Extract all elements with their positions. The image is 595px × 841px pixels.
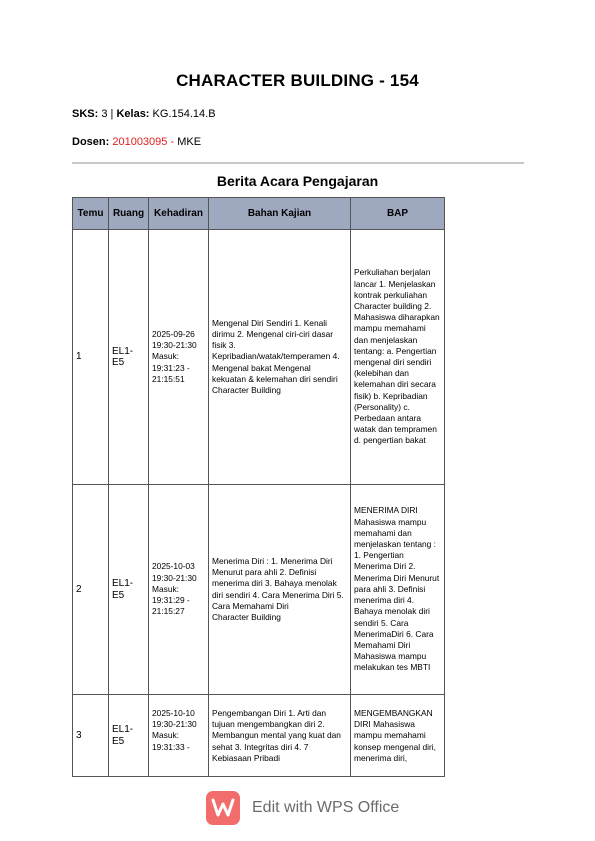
bahan-kajian-cell (209, 230, 351, 485)
document-title: CHARACTER BUILDING - 154 (176, 71, 419, 90)
kehadiran-time: 19:30-21:30 (152, 572, 197, 583)
header-ruang: Ruang (109, 198, 149, 230)
kehadiran-time: 19:30-21:30 (152, 719, 197, 730)
course-name: Character Building (212, 611, 281, 622)
header-bahan-kajian: Bahan Kajian (209, 198, 351, 230)
kehadiran-cell (149, 230, 209, 485)
table-row (73, 485, 445, 695)
sks-value: 3 (101, 108, 108, 120)
temu-cell: 2 (73, 485, 109, 695)
table-header-row (73, 198, 445, 230)
course-info (72, 108, 216, 120)
section-title: Berita Acara Pengajaran (216, 173, 379, 189)
bap-cell: MENGEMBANGKAN DIRI Mahasiswa mampu memahami konsep mengenal diri, menerima diri, (351, 695, 445, 777)
header-bap: BAP (351, 198, 445, 230)
table-row (73, 230, 445, 485)
dosen-label: Dosen: (72, 136, 110, 148)
header-temu: Temu (73, 198, 109, 230)
teaching-report-table (72, 197, 445, 777)
separator: | (110, 108, 114, 120)
divider (72, 162, 524, 164)
masuk-label: Masuk: (152, 730, 179, 741)
bahan-kajian-text: Pengembangan Diri 1. Arti dan tujuan mengembangkan diri 2. Membangun mental yang kuat dan sehat 3. Integritas diri 4. 7 Kebiasaan Pribadi (212, 708, 341, 763)
ruang-cell: EL1-E5 (109, 695, 149, 777)
bap-cell: Perkuliahan berjalan lancar 1. Menjelaskan kontrak perkuliahan Character building 2. Mahasiswa diharapkan mampu memahami dan menjelaskan tentang: a. Pengertian mengenal diri sendiri (kelebihan dan kelemahan diri secara fisik) b. Kepribadian (Personality) c. Perbedaan antara watak dan tempramen d. pengertian bakat (351, 230, 445, 485)
bap-cell: MENERIMA DIRI Mahasiswa mampu memahami dan menjelaskan tentang : 1. Pengertian Menerima Diri 2. Menerima Diri Menurut para ahli 3. Definisi menerima diri 4. Bahaya menolak diri sendiri 5. Cara MenerimaDiri 6. Cara Memahami Diri Mahasiswa mampu melakukan tes MBTI (351, 485, 445, 695)
ruang-cell: EL1-E5 (109, 230, 149, 485)
masuk-time: 19:31:23 - 21:15:51 (152, 362, 190, 384)
kehadiran-time: 19:30-21:30 (152, 340, 197, 351)
wps-logo-icon (206, 791, 240, 825)
bahan-kajian-text: Menerima Diri : 1. Menerima Diri Menurut para ahli 2. Definisi menerima diri 3. Bahaya menolak diri sendiri 4. Cara Menerima Diri 5. Cara Memahami Diri (212, 555, 344, 611)
sks-label: SKS: (72, 108, 99, 120)
masuk-label: Masuk: (152, 351, 179, 362)
wps-watermark-text: Edit with WPS Office (252, 799, 400, 816)
dosen-name: MKE (177, 136, 202, 148)
kehadiran-cell (149, 485, 209, 695)
temu-cell: 1 (73, 230, 109, 485)
masuk-label: Masuk: (152, 583, 179, 594)
dosen-code: 201003095 - (112, 136, 175, 148)
kehadiran-date: 2025-09-26 (152, 328, 195, 339)
bahan-kajian-text: Mengenal Diri Sendiri 1. Kenali dirimu 2. Mengenal ciri-ciri dasar fisik 3. Kepribadian/watak/temperamen 4. Mengenal bakat Mengenal kekuatan & kelemahan diri sendiri (212, 317, 340, 384)
wps-watermark[interactable] (206, 790, 406, 826)
masuk-time: 19:31:29 - 21:15:27 (152, 595, 190, 617)
kelas-value: KG.154.14.B (152, 108, 216, 120)
lecturer-info (72, 136, 201, 148)
header-kehadiran: Kehadiran (149, 198, 209, 230)
table-row (73, 695, 445, 777)
course-name: Character Building (212, 385, 281, 395)
kehadiran-date: 2025-10-10 (152, 708, 195, 718)
masuk-time: 19:31:33 - (152, 741, 190, 752)
bahan-kajian-cell (209, 695, 351, 777)
kehadiran-cell (149, 695, 209, 777)
kelas-label: Kelas: (116, 108, 150, 120)
temu-cell: 3 (73, 695, 109, 777)
bahan-kajian-cell (209, 485, 351, 695)
kehadiran-date: 2025-10-03 (152, 561, 195, 572)
ruang-cell: EL1-E5 (109, 485, 149, 695)
